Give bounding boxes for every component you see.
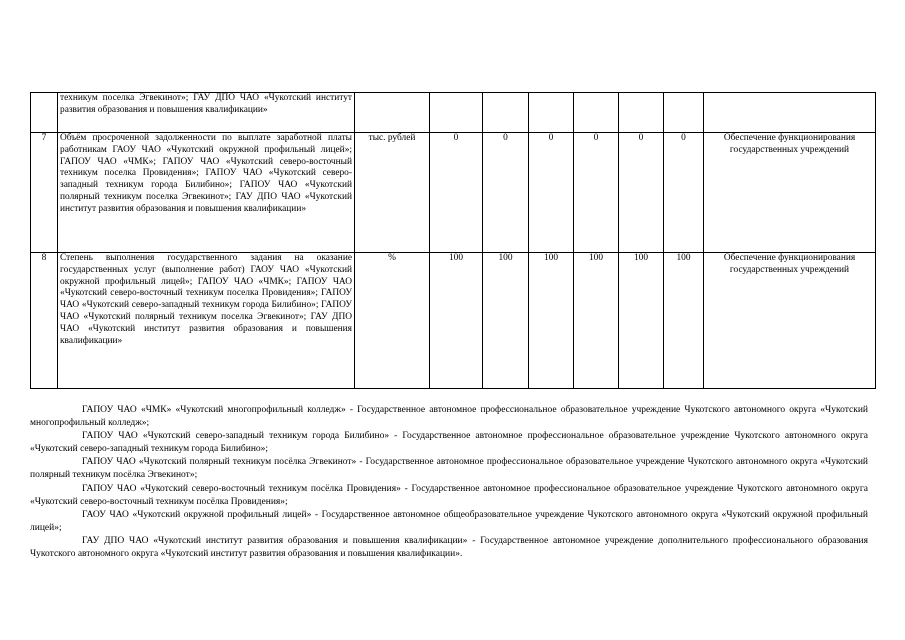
value-cell (430, 93, 483, 133)
value-cell: 100 (574, 253, 619, 389)
indicator-description: Объём просроченной задолженности по выплате заработной платы работникам ГАОУ ЧАО «Чукотский окружной профильный лицей»; ГАПОУ ЧАО «ЧМК»; ГАПОУ ЧАО «Чукотский северо-восточный техникум поселка Провидения»; ГАПОУ ЧАО «Чукотский северо-западный техникум города Билибино»; ГАПОУ ЧАО «Чукотский полярный техникум поселка Эгвекинот»; ГАУ ДПО ЧАО «Чукотский институт развития образования и повышения квалификации» (58, 133, 355, 253)
unit-cell: тыс. рублей (355, 133, 430, 253)
table-row (31, 133, 876, 253)
value-cell (574, 93, 619, 133)
row-number: 7 (31, 133, 58, 253)
indicator-description: Степень выполнения государственного задания на оказание государственных услуг (выполнение работ) ГАОУ ЧАО «Чукотский окружной профильный лицей»; ГАПОУ ЧАО «ЧМК»; ГАПОУ ЧАО «Чукотский северо-восточный техникум поселка Провидения»; ГАПОУ ЧАО «Чукотский северо-западный техникум города Билибино»; ГАПОУ ЧАО «Чукотский полярный техникум поселка Эгвекинот»; ГАУ ДПО ЧАО «Чукотский институт развития образования и повышения квалификации» (58, 253, 355, 389)
note-cell: Обеспечение функционирования государственных учреждений (704, 133, 876, 253)
unit-cell (355, 93, 430, 133)
value-cell: 0 (619, 133, 664, 253)
value-cell (483, 93, 529, 133)
value-cell: 0 (664, 133, 704, 253)
value-cell: 100 (430, 253, 483, 389)
unit-cell: % (355, 253, 430, 389)
abbreviation-notes (30, 404, 868, 561)
row-number (31, 93, 58, 133)
value-cell: 100 (529, 253, 574, 389)
value-cell (619, 93, 664, 133)
note-paragraph: ГАОУ ЧАО «Чукотский окружной профильный лицей» - Государственное автономное общеобразовательное учреждение Чукотского автономного округа «Чукотский окружной профильный лицей»; (30, 509, 868, 533)
value-cell: 0 (483, 133, 529, 253)
value-cell: 0 (430, 133, 483, 253)
note-paragraph: ГАПОУ ЧАО «Чукотский северо-восточный техникум посёлка Провидения» - Государственное автономное профессиональное образовательное учреждение Чукотского автономного округа «Чукотский северо-восточный техникум посёлка Провидения»; (30, 483, 868, 507)
value-cell (664, 93, 704, 133)
indicators-table (30, 92, 876, 389)
note-cell: Обеспечение функционирования государственных учреждений (704, 253, 876, 389)
value-cell: 100 (664, 253, 704, 389)
value-cell: 0 (574, 133, 619, 253)
value-cell (529, 93, 574, 133)
note-paragraph: ГАПОУ ЧАО «ЧМК» «Чукотский многопрофильный колледж» - Государственное автономное профессиональное образовательное учреждение Чукотского автономного округа «Чукотский многопрофильный колледж»; (30, 405, 868, 429)
table-row (31, 253, 876, 389)
note-paragraph: ГАПОУ ЧАО «Чукотский северо-западный техникум города Билибино» - Государственное автономное профессиональное образовательное учреждение Чукотского автономного округа «Чукотский северо-западный техникум города Билибино»; (30, 431, 868, 455)
value-cell: 100 (483, 253, 529, 389)
note-paragraph: ГАПОУ ЧАО «Чукотский полярный техникум посёлка Эгвекинот» - Государственное автономное профессиональное образовательное учреждение Чукотского автономного округа «Чукотский полярный техникум посёлка Эгвекинот»; (30, 457, 868, 481)
value-cell: 0 (529, 133, 574, 253)
indicator-description: техникум поселка Эгвекинот»; ГАУ ДПО ЧАО «Чукотский институт развития образования и повышения квалификации» (58, 93, 355, 133)
note-cell (704, 93, 876, 133)
table-row (31, 93, 876, 133)
note-paragraph: ГАУ ДПО ЧАО «Чукотский институт развития образования и повышения квалификации» - Государственное автономное учреждение дополнительного профессионального образования Чукотского автономного округа «Чукотский институт развития образования и повышения квалификации». (30, 535, 868, 560)
value-cell: 100 (619, 253, 664, 389)
row-number: 8 (31, 253, 58, 389)
